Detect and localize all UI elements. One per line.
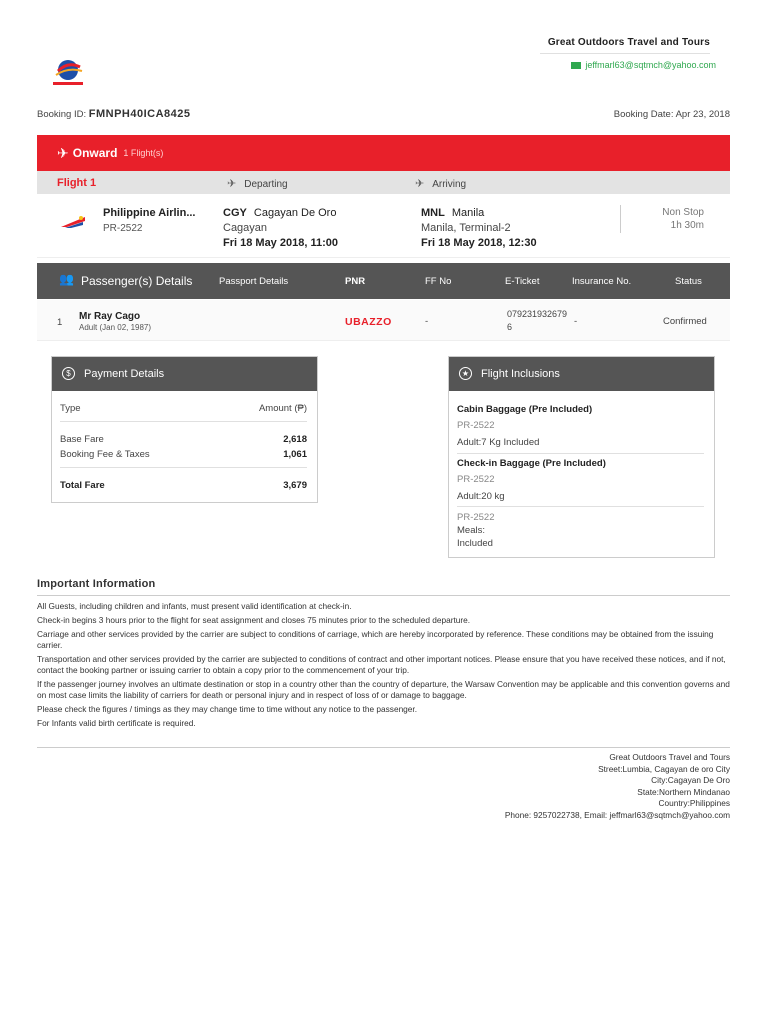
footer-contact: Phone: 9257022738, Email: jeffmarl63@sqtmch@yahoo.com [504,809,730,820]
eticket-value-2: 6 [507,322,513,332]
checkin-flight: PR-2522 [457,474,495,485]
departure-time: Fri 18 May 2018, 11:00 [223,237,338,249]
fee-label: Booking Fee & Taxes [60,449,150,460]
star-icon: ★ [459,367,472,380]
flight-header-row [37,171,730,194]
col-eticket: E-Ticket [505,276,540,287]
departure-city: Cagayan De Oro [253,207,337,219]
info-line: All Guests, including children and infants, must present valid identification at check-in. [37,601,352,611]
airline-name: Philippine Airlin... [103,207,196,219]
table-row [37,300,730,341]
info-line: For Infants valid birth certificate is required. [37,718,196,728]
meals-value: Included [457,538,493,549]
info-line: Transportation and other services provided by the carrier are subjected to conditions of contract and other important notices. Please ensure that you have received these notices, and if not, contact the booking partner or issuing carrier to obtain a copy prior to the commencement of your trip. [37,654,726,675]
cabin-flight: PR-2522 [457,420,495,431]
footer-company: Great Outdoors Travel and Tours [609,752,730,762]
inclusions-divider [457,453,704,454]
departure-place: Cagayan [223,222,268,234]
important-info-text [37,601,730,732]
arrival-place: Manila, Terminal-2 [421,222,511,234]
company-name: Great Outdoors Travel and Tours [547,37,710,48]
col-status: Status [675,276,702,287]
departure-code: CGY [223,207,247,219]
payment-type-header [60,403,307,414]
passenger-detail: Adult (Jan 02, 1987) [79,323,152,332]
takeoff-icon: ✈ [227,178,237,190]
booking-date [614,109,730,120]
inclusions-header [449,357,714,391]
payment-divider [60,421,307,422]
payment-title: Payment Details [84,368,165,380]
flight-count: 1 Flight(s) [123,148,164,158]
onward-label: Onward [72,146,118,160]
flight-segment [37,195,730,258]
cabin-value: Adult:7 Kg Included [457,437,540,448]
passenger-table-header [37,263,730,299]
arrival-airport [421,207,484,219]
footer-country: Country:Philippines [658,798,730,809]
email-text[interactable]: jeffmarl63@sqtmch@yahoo.com [585,60,716,70]
checkin-baggage-title: Check-in Baggage (Pre Included) [457,458,606,469]
ffno-value: - [425,316,429,327]
airline-logo [61,215,85,229]
arriving-label: Arriving [432,179,467,190]
info-line: Check-in begins 3 hours prior to the flight for seat assignment and closes 75 minutes prior to the scheduled departure. [37,615,471,625]
header-divider [540,53,710,54]
col-passport: Passport Details [219,276,289,287]
currency-icon: $ [62,367,75,380]
info-line: If the passenger journey involves an ultimate destination or stop in a country other than the country of departure, the Warsaw Convention may be applicable and this convention governs and on most case limits the liability of carriers for death or personal injury and in respect of loss of or damage to baggage. [37,679,730,700]
footer-address [505,752,730,822]
arrival-code: MNL [421,207,445,219]
flight-duration: 1h 30m [670,220,704,231]
flight-inclusions-box [448,356,715,558]
checkin-value: Adult:20 kg [457,491,505,502]
status-badge: Confirmed [663,316,707,327]
insurance-value: - [574,316,578,327]
footer-street: Street:Lumbia, Cagayan de oro City [598,763,730,774]
pnr-value: UBAZZO [345,316,392,328]
company-logo [50,57,86,87]
base-fare-label: Base Fare [60,434,104,445]
flight-no: PR-2522 [103,223,143,234]
type-label: Type [60,403,81,414]
fee-row [60,449,307,460]
departing-header [227,177,288,190]
footer-city: City:Cagayan De Oro [651,775,730,786]
payment-header [52,357,317,391]
base-fare-row [60,434,307,445]
meals-flight: PR-2522 [457,512,495,523]
arrival-city: Manila [451,207,485,219]
booking-id [37,108,191,120]
segment-divider [620,205,621,233]
payment-divider [60,467,307,468]
passenger-index: 1 [57,317,63,328]
total-row [60,480,307,491]
booking-id-label: Booking ID: [37,109,87,120]
col-ffno: FF No [425,276,452,287]
col-insurance: Insurance No. [572,276,632,287]
airplane-icon: ✈ [57,144,69,161]
stop-info [662,206,704,232]
base-fare-value: 2,618 [283,434,307,445]
departing-label: Departing [244,179,288,190]
inclusions-title: Flight Inclusions [481,368,560,380]
col-pnr: PNR [345,276,366,287]
info-line: Carriage and other services provided by the carrier are subject to conditions of carriage, which are hereby incorporated by reference. These conditions may be obtained from the issuing carrier. [37,629,714,650]
payment-details-box [51,356,318,503]
stop-count: Non Stop [662,207,704,218]
important-info-title: Important Information [37,578,156,590]
total-label: Total Fare [60,480,105,491]
company-email[interactable] [571,60,716,70]
eticket-value-1: 079231932679 [507,309,568,319]
landing-icon: ✈ [415,178,425,190]
amount-label: Amount (₱) [258,403,307,414]
important-divider [37,595,730,596]
fee-value: 1,061 [283,449,307,460]
footer-divider [37,747,730,748]
booking-date-label: Booking Date: [613,109,674,120]
onward-bar [37,135,730,171]
flight-number-label: Flight 1 [57,177,97,189]
inclusions-divider [457,506,704,507]
info-line: Please check the figures / timings as they may change time to time without any notice to the passenger. [37,704,418,714]
col-passenger: Passenger(s) Details [81,274,193,288]
booking-date-value: Apr 23, 2018 [675,109,730,120]
cabin-baggage-title: Cabin Baggage (Pre Included) [457,404,593,415]
footer-state: State:Northern Mindanao [637,786,730,797]
people-icon: 👥 [59,272,74,286]
arriving-header [415,177,466,190]
envelope-icon [571,62,581,69]
departure-airport [223,207,336,219]
arrival-time: Fri 18 May 2018, 12:30 [421,237,537,249]
booking-id-value: FMNPH40ICA8425 [88,108,191,120]
meals-label: Meals: [457,525,485,536]
passenger-name: Mr Ray Cago [79,311,141,322]
total-value: 3,679 [283,480,307,491]
